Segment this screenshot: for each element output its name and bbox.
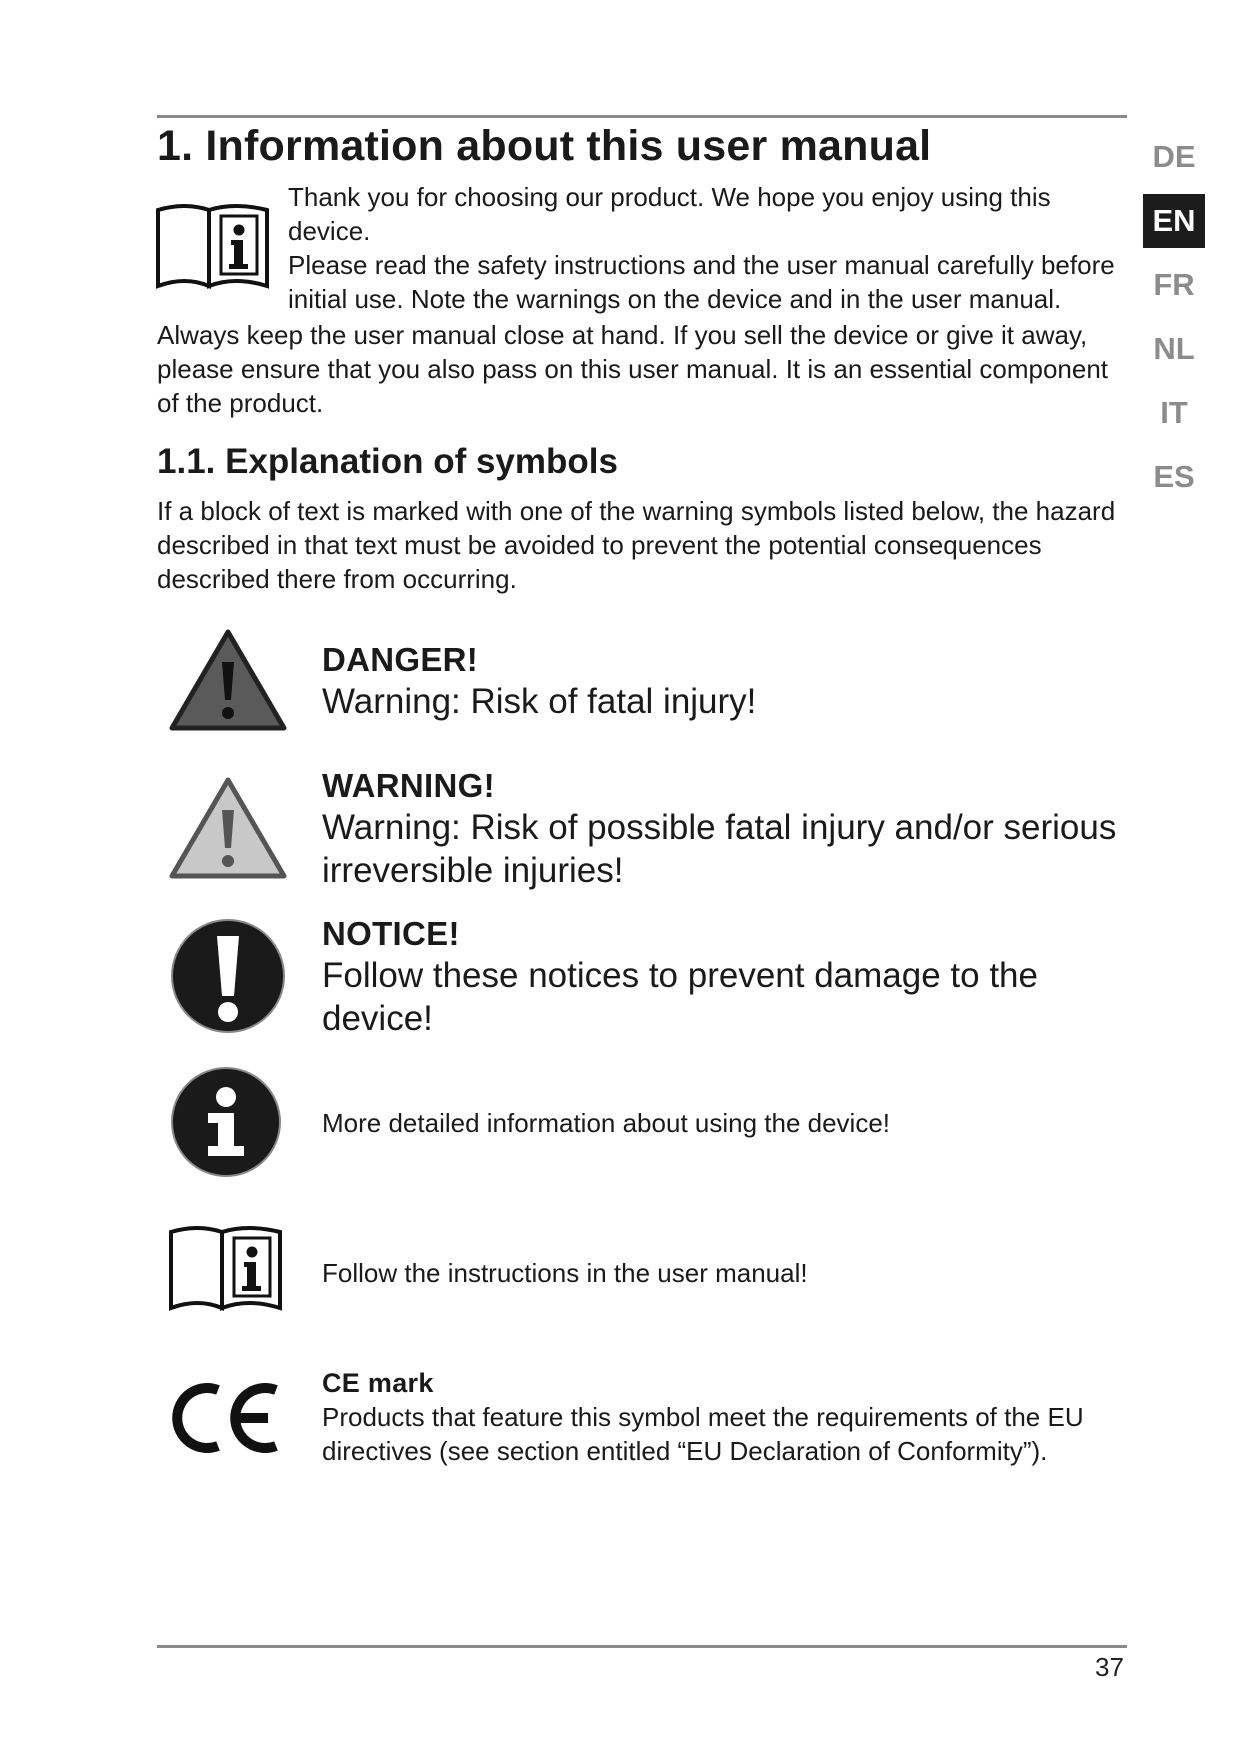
ce-title: CE mark — [322, 1368, 434, 1398]
symbols-explanation-text: If a block of text is marked with one of the warning symbols listed below, the hazard described in that text must be avoided to prevent the potential consequences described there from occurring. — [157, 496, 1116, 594]
danger-triangle-icon — [168, 628, 288, 737]
top-rule — [157, 115, 1127, 118]
section-heading: 1. Information about this user manual — [157, 122, 932, 170]
intro-text — [288, 180, 1133, 316]
danger-title: DANGER! — [322, 641, 479, 678]
manual-text-block — [322, 1256, 1132, 1290]
info-circle-icon — [168, 1064, 284, 1185]
warning-title: WARNING! — [322, 767, 495, 804]
notice-description: Follow these notices to prevent damage to the device! — [322, 956, 1038, 1038]
language-tab-it[interactable]: IT — [1160, 395, 1188, 430]
warning-description: Warning: Risk of possible fatal injury and/or serious irreversible injuries! — [322, 808, 1117, 890]
page-number: 37 — [1095, 1652, 1124, 1682]
notice-title: NOTICE! — [322, 915, 460, 952]
language-tab-es[interactable]: ES — [1153, 459, 1195, 494]
intro-paragraph-read: Please read the safety instructions and the user manual carefully before initial use. Note the warnings on the device and in the user manual. — [288, 250, 1115, 314]
ce-mark-icon — [168, 1378, 282, 1463]
notice-exclamation-icon — [168, 916, 288, 1041]
ce-description: Products that feature this symbol meet the requirements of the EU directives (see section entitled “EU Declaration of Conformity”). — [322, 1402, 1084, 1466]
language-tabs — [1143, 130, 1205, 514]
language-tab-en[interactable]: EN — [1143, 194, 1205, 248]
language-tab-fr[interactable]: FR — [1153, 267, 1195, 302]
warning-text-block — [322, 766, 1132, 892]
bottom-rule — [157, 1645, 1127, 1648]
intro-paragraph-keep: Always keep the user manual close at hand. If you sell the device or give it away, please ensure that you also pass on this user manual. It is an essential component of the product. — [157, 320, 1109, 418]
ce-text-block — [322, 1366, 1132, 1468]
manual-book-icon — [168, 1226, 284, 1317]
manual-book-icon — [155, 204, 271, 295]
manual-description: Follow the instructions in the user manual! — [322, 1258, 808, 1288]
language-tab-nl[interactable]: NL — [1153, 331, 1195, 366]
subsection-heading: 1.1. Explanation of symbols — [157, 442, 618, 481]
warning-triangle-icon — [168, 776, 288, 885]
danger-text-block — [322, 640, 1132, 723]
intro-paragraph-thanks: Thank you for choosing our product. We hope you enjoy using this device. — [288, 182, 1051, 246]
danger-description: Warning: Risk of fatal injury! — [322, 682, 757, 721]
notice-text-block — [322, 914, 1132, 1040]
info-text-block — [322, 1106, 1132, 1140]
language-tab-de[interactable]: DE — [1152, 139, 1196, 174]
info-description: More detailed information about using the device! — [322, 1108, 891, 1138]
